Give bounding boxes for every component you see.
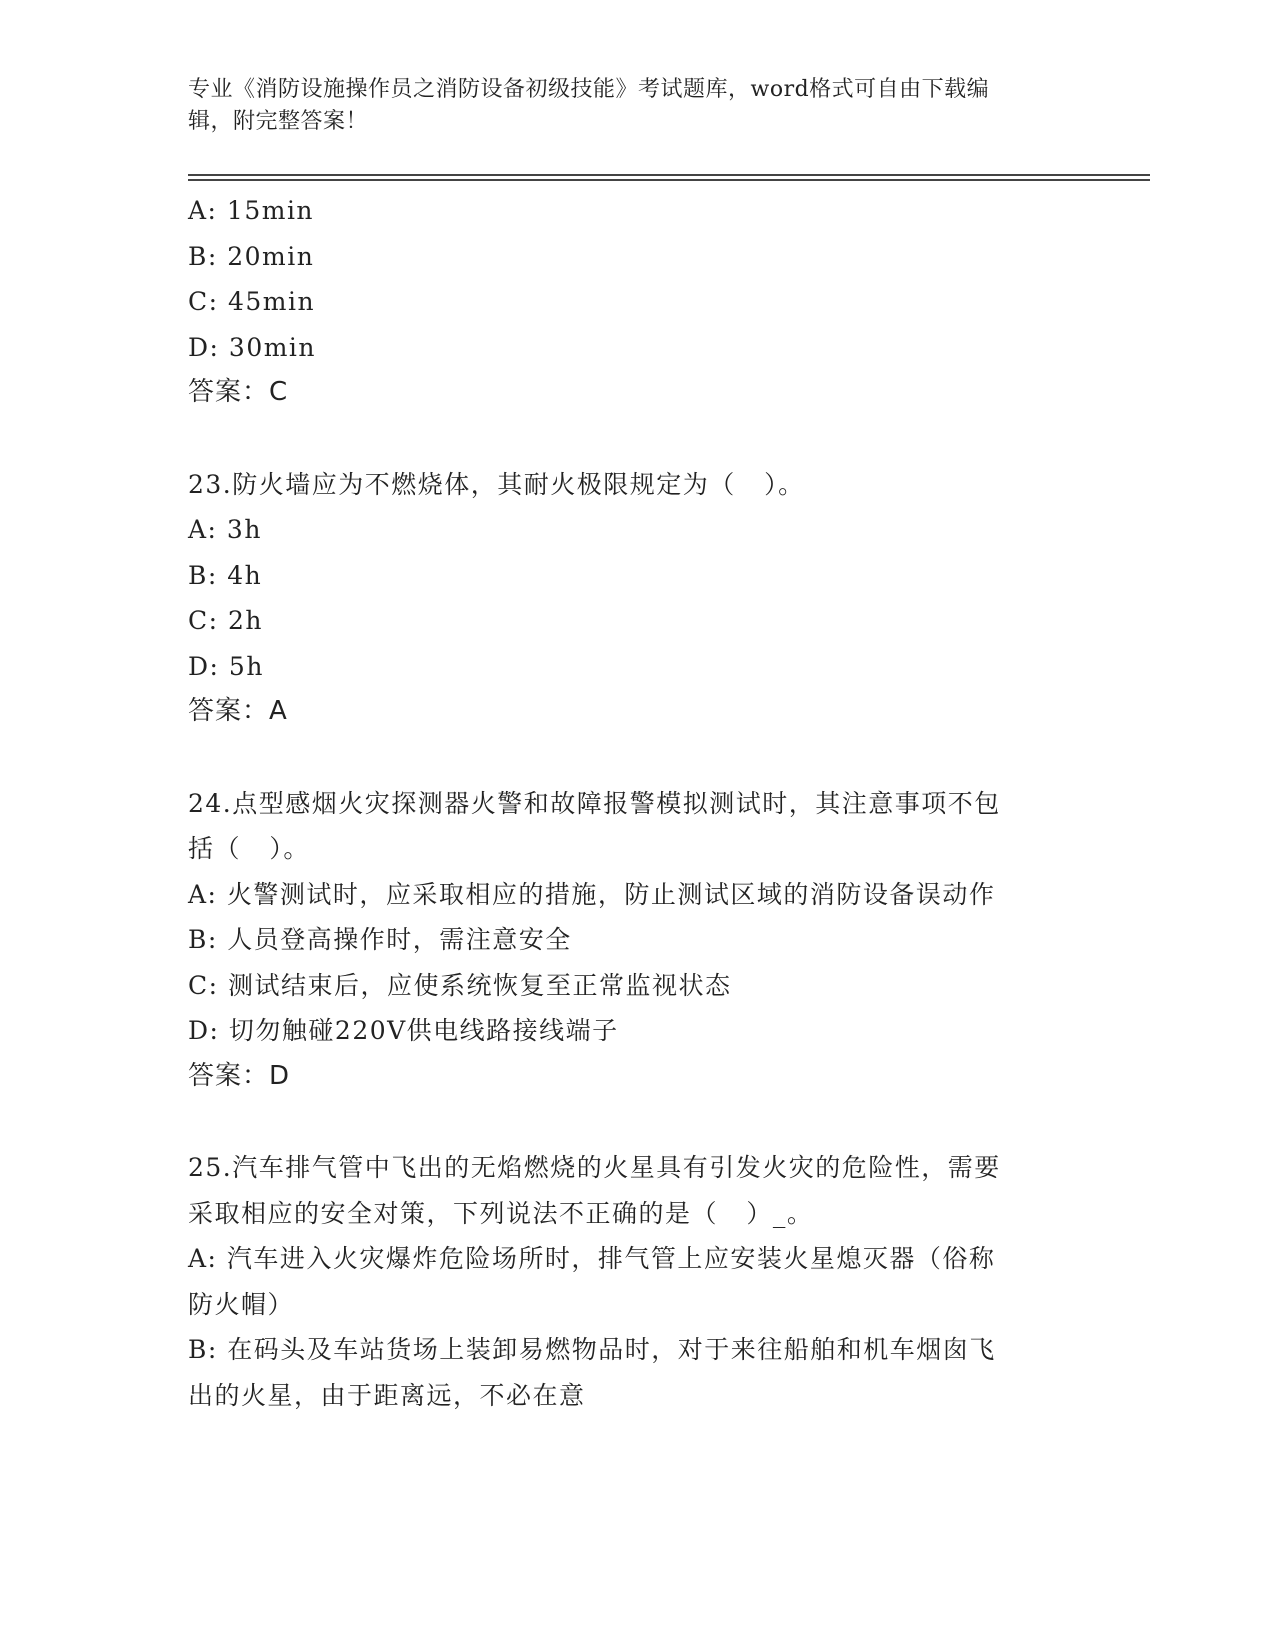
spacer — [188, 1099, 1088, 1145]
option-d: D: 5h — [188, 651, 264, 681]
option-a: A: 15min — [188, 196, 315, 225]
question-stem-line-1: 25.汽车排气管中飞出的无焰燃烧的火星具有引发火灾的危险性，需要 — [188, 1153, 1001, 1182]
option-b: B: 4h — [188, 560, 263, 590]
header-divider-bottom — [188, 179, 1150, 181]
answer-line: 答案：D — [188, 1060, 291, 1091]
option-d: D: 切勿触碰220V供电线路接线端子 — [188, 1016, 619, 1045]
option-b: B: 人员登高操作时，需注意安全 — [188, 925, 572, 954]
option-a: A: 3h — [188, 515, 262, 544]
option-b: B: 20min — [188, 241, 315, 271]
question-22 — [188, 188, 1088, 416]
answer-line: 答案：C — [188, 377, 289, 407]
question-stem-line-2: 括（ ）。 — [188, 834, 310, 863]
option-b-line-2: 出的火星，由于距离远，不必在意 — [188, 1380, 586, 1410]
header-line-2: 辑，附完整答案！ — [188, 109, 369, 134]
spacer — [188, 735, 1088, 781]
question-24 — [188, 781, 1088, 1100]
option-b-line-1: B: 在码头及车站货场上装卸易燃物品时，对于来往船舶和机车烟囱飞 — [188, 1335, 996, 1364]
option-d: D: 30min — [188, 332, 317, 362]
option-c: C: 45min — [188, 287, 316, 316]
question-25 — [188, 1145, 1088, 1418]
question-stem-line-2: 采取相应的安全对策，下列说法不正确的是（ ）_。 — [188, 1198, 814, 1228]
option-a-line-2: 防火帽） — [188, 1289, 295, 1319]
header-line-1: 专业《消防设施操作员之消防设备初级技能》考试题库，word格式可自由下载编 — [188, 77, 990, 102]
question-stem: 23.防火墙应为不燃烧体，其耐火极限规定为（ ）。 — [188, 469, 805, 499]
option-c: C: 2h — [188, 606, 264, 635]
option-c: C: 测试结束后，应使系统恢复至正常监视状态 — [188, 970, 732, 1000]
question-stem-line-1: 24.点型感烟火灾探测器火警和故障报警模拟测试时，其注意事项不包 — [188, 788, 1001, 818]
option-a: A: 火警测试时，应采取相应的措施，防止测试区域的消防设备误动作 — [188, 879, 996, 909]
spacer — [188, 416, 1088, 462]
header-divider-top — [188, 174, 1150, 176]
option-a-line-1: A: 汽车进入火灾爆炸危险场所时，排气管上应安装火星熄灭器（俗称 — [188, 1244, 996, 1273]
question-list — [188, 188, 1088, 1418]
document-header — [188, 74, 1068, 138]
question-23 — [188, 462, 1088, 735]
answer-line: 答案：A — [188, 696, 288, 726]
